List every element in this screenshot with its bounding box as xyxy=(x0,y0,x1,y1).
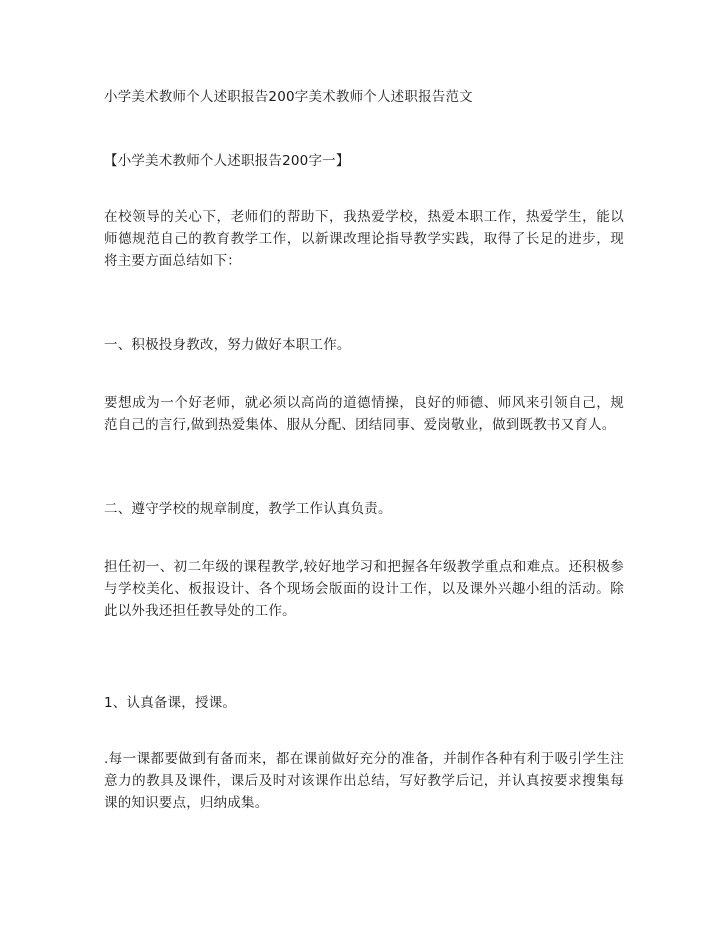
section-body-2: 担任初一、初二年级的课程教学,较好地学习和把握各年级教学重点和难点。还积极参与学校美化、板报设计、各个现场会版面的设计工作，以及课外兴趣小组的活动。除此以外我还担任教导处的工作。 xyxy=(104,559,624,619)
section-body-3: .每一课都要做到有备而来，都在课前做好充分的准备，并制作各种有利于吸引学生注意力的教具及课件，课后及时对该课作出总结，写好教学后记，并认真按要求搜集每课的知识要点，归纳成集。 xyxy=(104,751,624,811)
section-body-1: 要想成为一个好老师，就必须以高尚的道德情操，良好的师德、师风来引领自己，规范自己的言行,做到热爱集体、服从分配、团结同事、爱岗敬业，做到既教书又育人。 xyxy=(104,395,624,433)
intro-paragraph: 在校领导的关心下，老师们的帮助下，我热爱学校，热爱本职工作，热爱学生，能以师德规范自己的教育教学工作，以新课改理论指导教学实践，取得了长足的进步，现将主要方面总结如下： xyxy=(104,209,624,269)
section-heading-2: 二、遵守学校的规章制度，教学工作认真负责。 xyxy=(104,501,392,517)
section-heading-1: 一、积极投身教改，努力做好本职工作。 xyxy=(104,337,351,353)
document-subtitle: 【小学美术教师个人述职报告200字一】 xyxy=(104,153,350,169)
document-title: 小学美术教师个人述职报告200字美术教师个人述职报告范文 xyxy=(104,89,473,105)
section-heading-3: 1、认真备课，授课。 xyxy=(104,695,237,711)
